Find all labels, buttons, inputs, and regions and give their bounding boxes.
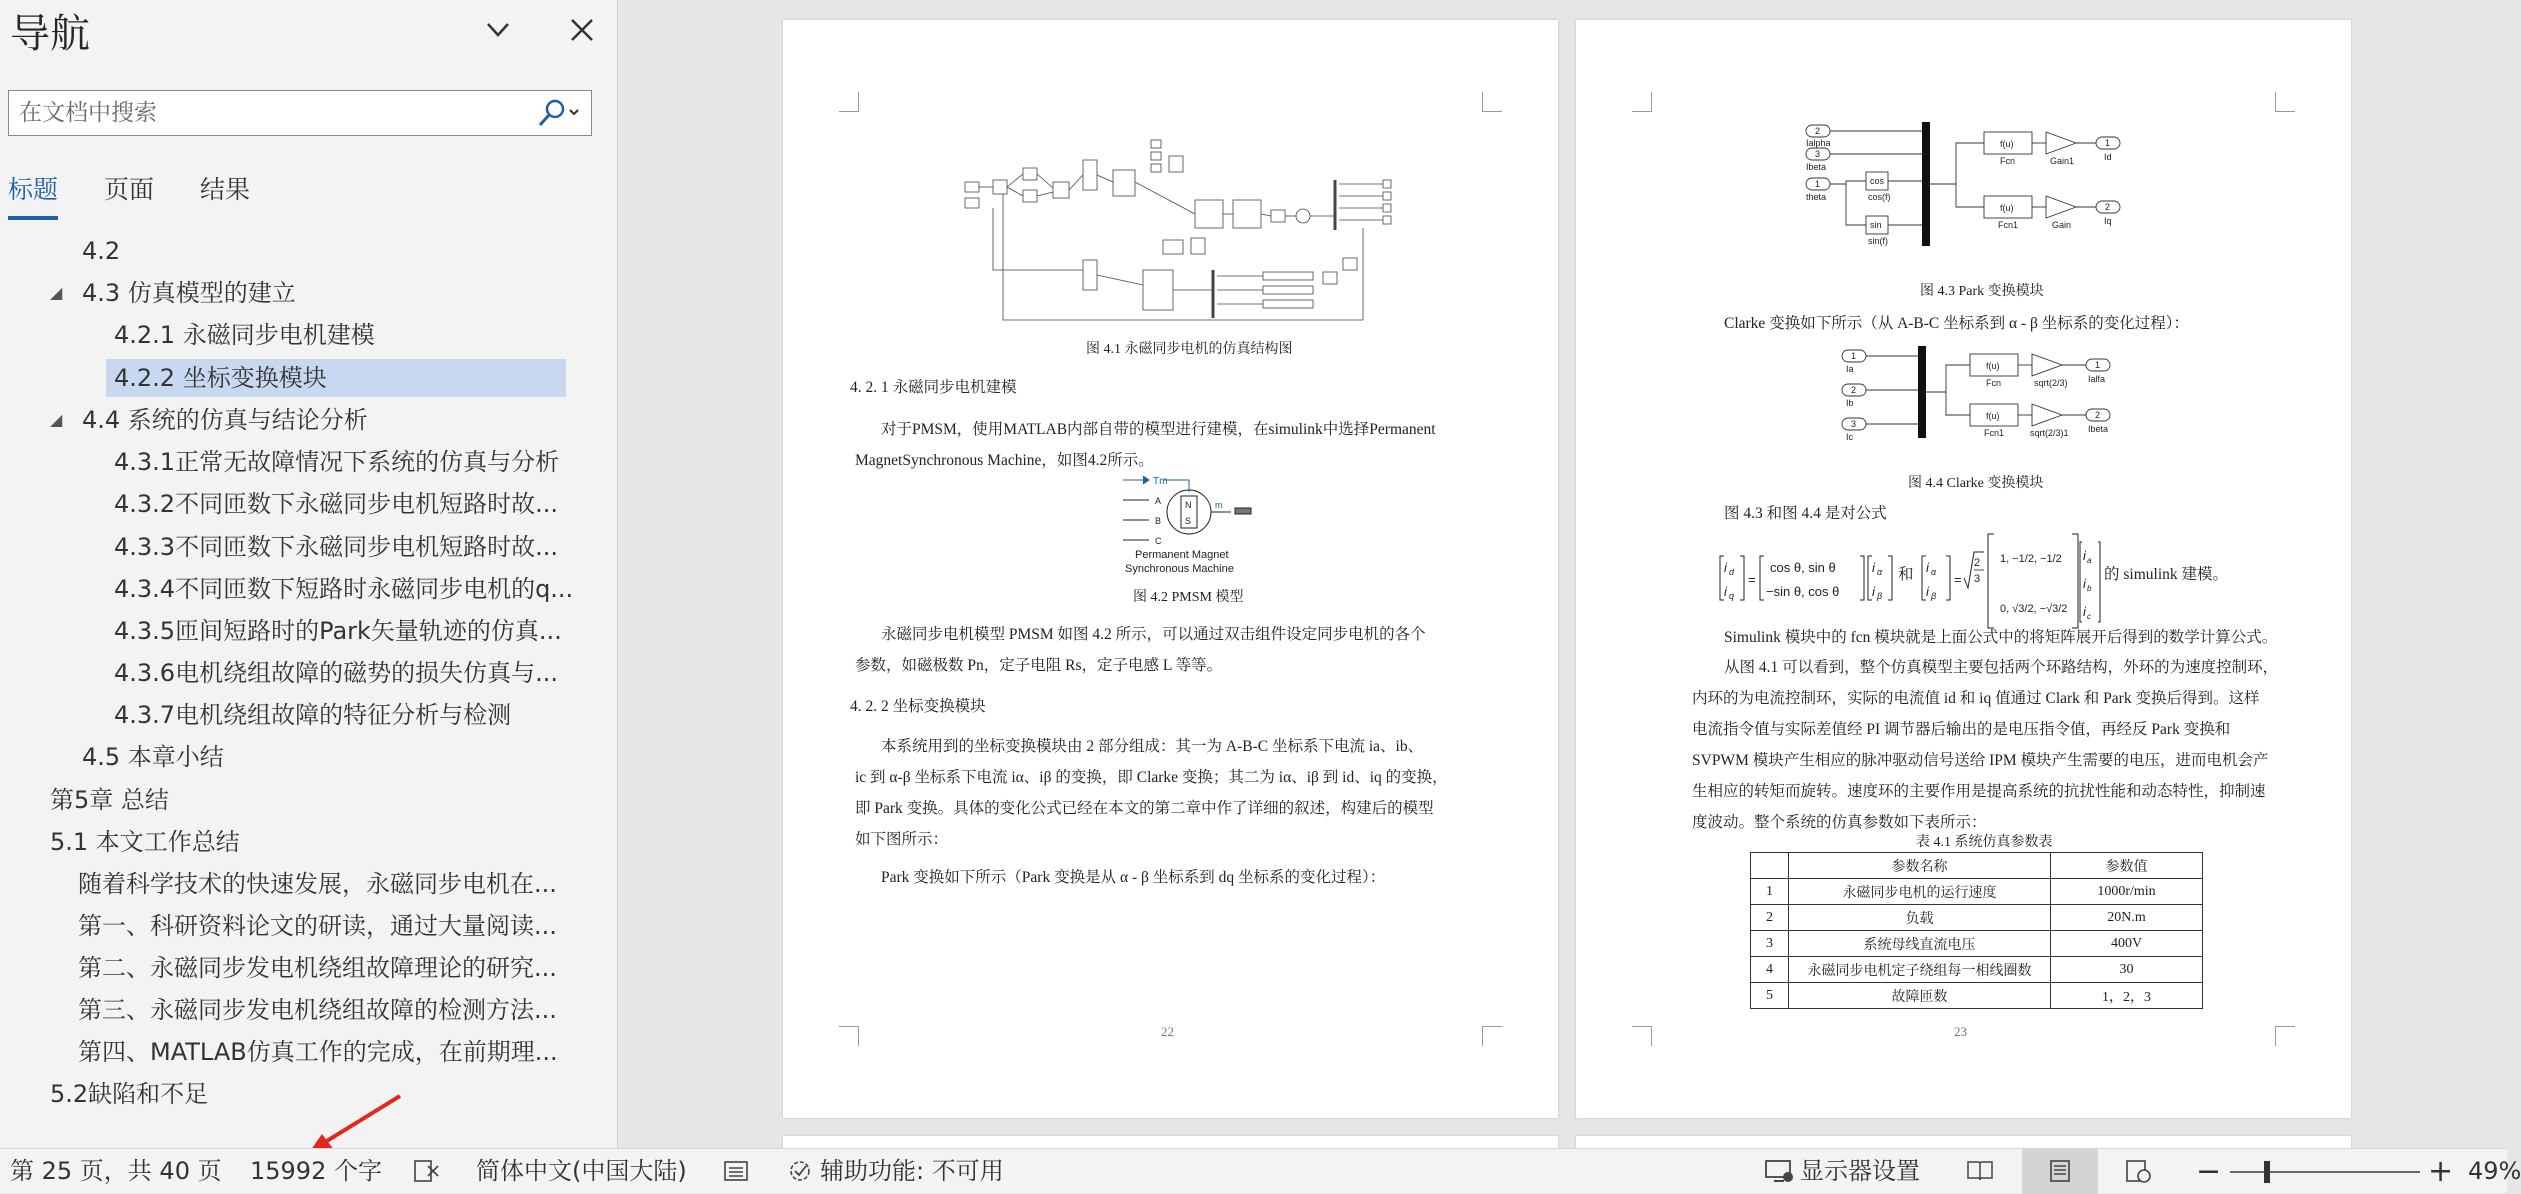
table-row (1751, 905, 2203, 931)
svg-text:f(u): f(u) (2000, 203, 2014, 213)
heading-item[interactable]: 随着科学技术的快速发展，永磁同步电机在... (78, 870, 557, 898)
heading-item[interactable]: 4.3.6电机绕组故障的磁势的损失仿真与... (114, 659, 558, 687)
figure-caption: 图 4.3 Park 变换模块 (1920, 284, 2044, 299)
heading-item[interactable]: 4.4 系统的仿真与结论分析 (82, 406, 368, 434)
svg-text:sqrt(2/3)1: sqrt(2/3)1 (2030, 428, 2069, 438)
svg-text:i: i (1926, 584, 1929, 599)
svg-text:Fcn1: Fcn1 (1984, 428, 2005, 438)
section-heading: 4. 2. 1 永磁同步电机建模 (850, 379, 1017, 396)
svg-text:B: B (1155, 516, 1162, 526)
page-info[interactable]: 第 25 页，共 40 页 (10, 1157, 222, 1185)
tab-headings[interactable]: 标题 (8, 175, 59, 204)
paragraph-line: 电流指令值与实际差值经 PI 调节器后输出的是电压指令值，再经反 Park 变换和 (1692, 721, 2231, 738)
heading-item[interactable]: 4.3 仿真模型的建立 (82, 279, 296, 307)
simulink-structure-diagram (963, 120, 1393, 320)
search-input[interactable] (19, 97, 519, 129)
table-cell: 永磁同步电机的运行速度 (1789, 879, 2051, 905)
paragraph-line: SVPWM 模块产生相应的脉冲驱动信号送给 IPM 模块产生需要的电压，进而电机会产 (1692, 752, 2269, 769)
svg-text:Fcn: Fcn (1986, 378, 2002, 388)
svg-text:cos(f): cos(f) (1868, 192, 1891, 202)
svg-text:theta: theta (1806, 192, 1827, 202)
heading-item[interactable]: 第四、MATLAB仿真工作的完成，在前期理... (78, 1038, 558, 1066)
zoom-slider-thumb[interactable] (2264, 1161, 2270, 1183)
table-cell: 30 (2051, 957, 2203, 983)
active-tab-indicator (8, 216, 58, 220)
svg-text:f(u): f(u) (1986, 361, 2000, 371)
svg-text:Ibeta: Ibeta (1806, 162, 1827, 172)
svg-text:i: i (1724, 584, 1727, 599)
heading-item[interactable]: 第5章 总结 (50, 786, 169, 814)
paragraph-line: 对于PMSM，使用MATLAB内部自带的模型进行建模，在simulink中选择Permanent (881, 421, 1436, 438)
heading-item[interactable]: 第三、永磁同步发电机绕组故障的检测方法... (78, 996, 557, 1024)
svg-text:β: β (1931, 591, 1937, 601)
svg-text:sin: sin (1870, 220, 1882, 230)
svg-text:Fcn1: Fcn1 (1998, 220, 2019, 230)
paragraph-line: 本系统用到的坐标变换模块由 2 部分组成：其一为 A-B-C 坐标系下电流 ia、ib、 (881, 738, 1424, 755)
paragraph-line: 图 4.3 和图 4.4 是对公式 (1724, 505, 1887, 522)
svg-text:3: 3 (1974, 573, 1981, 585)
table-cell: 负载 (1789, 905, 2051, 931)
svg-text:m: m (1215, 500, 1223, 510)
svg-text:c: c (2087, 612, 2091, 621)
svg-text:2: 2 (2105, 202, 2111, 212)
park-transform-diagram (1806, 120, 2146, 270)
svg-text:3: 3 (1851, 419, 1857, 429)
svg-text:Ia: Ia (1846, 364, 1854, 374)
heading-item[interactable]: 5.1 本文工作总结 (50, 828, 240, 856)
clarke-transform-diagram (1842, 346, 2142, 461)
svg-text:i: i (2083, 604, 2086, 619)
table-cell: 2 (1751, 905, 1789, 931)
svg-text:sin(f): sin(f) (1868, 236, 1888, 246)
table-row (1751, 879, 2203, 905)
svg-text:=: = (1954, 572, 1962, 587)
collapse-triangle-icon[interactable]: ◢ (50, 283, 63, 302)
table-cell: 永磁同步电机定子绕组每一相线圈数 (1789, 957, 2051, 983)
paragraph-line: 参数，如磁极数 Pn，定子电阻 Rs，定子电感 L 等等。 (855, 657, 1223, 674)
svg-text:f(u): f(u) (1986, 411, 2000, 421)
paragraph-line: ic 到 α-β 坐标系下电流 iα、iβ 的变换，即 Clarke 变换；其二为 iα、iβ 到 id、iq 的变换， (855, 769, 1448, 786)
paragraph-line: 如下图所示： (855, 831, 949, 848)
svg-text:1: 1 (1815, 179, 1821, 189)
navigation-pane (0, 0, 618, 1148)
svg-text:i: i (1926, 560, 1929, 575)
close-icon[interactable] (562, 10, 602, 50)
heading-item[interactable]: 4.3.1正常无故障情况下系统的仿真与分析 (114, 448, 560, 476)
table-cell: 故障匝数 (1789, 983, 2051, 1009)
svg-text:2: 2 (1851, 385, 1857, 395)
svg-text:cos θ, sin θ: cos θ, sin θ (1770, 560, 1836, 575)
svg-text:f(u): f(u) (2000, 139, 2014, 149)
heading-item[interactable]: 4.3.4不同匝数下短路时永磁同步电机的q... (114, 575, 574, 603)
parameter-table (1750, 852, 2203, 1009)
paragraph-line: MagnetSynchronous Machine，如图4.2所示。 (855, 452, 1154, 469)
table-cell: 1，2，3 (2051, 983, 2203, 1009)
svg-text:α: α (1877, 567, 1883, 577)
navigation-title: 导航 (10, 11, 90, 57)
table-caption: 表 4.1 系统仿真参数表 (1916, 835, 2053, 850)
formula-tail: 的 simulink 建模。 (2104, 566, 2229, 583)
paragraph-line: Simulink 模块中的 fcn 模块就是上面公式中的将矩阵展开后得到的数学计算公式。 (1724, 629, 2278, 646)
table-header-cell (1751, 853, 1789, 879)
chevron-down-icon[interactable] (478, 10, 518, 50)
svg-text:i: i (1872, 560, 1875, 575)
keyboard-icon[interactable] (722, 1158, 750, 1184)
heading-item-selected[interactable]: 4.2.2 坐标变换模块 (106, 359, 566, 397)
svg-text:Ialpha: Ialpha (1806, 138, 1831, 148)
language-status[interactable]: 简体中文(中国大陆) (476, 1157, 687, 1185)
word-count[interactable]: 15992 个字 (250, 1157, 382, 1185)
table-cell: 400V (2051, 931, 2203, 957)
table-row (1751, 957, 2203, 983)
table-cell: 1 (1751, 879, 1789, 905)
heading-item[interactable]: 4.2 (82, 237, 121, 265)
zoom-slider-track[interactable] (2230, 1171, 2420, 1173)
svg-text:2: 2 (1974, 557, 1981, 569)
svg-text:Iq: Iq (2104, 216, 2112, 226)
status-bar (0, 1148, 2521, 1193)
zoom-in-button[interactable]: + (2428, 1154, 2454, 1189)
svg-text:=: = (1748, 572, 1756, 587)
svg-text:1: 1 (2105, 138, 2111, 148)
figure-caption: 图 4.4 Clarke 变换模块 (1908, 476, 2044, 491)
tab-results[interactable]: 结果 (200, 175, 251, 204)
svg-text:Gain: Gain (2052, 220, 2072, 230)
svg-text:i: i (1872, 584, 1875, 599)
zoom-level[interactable]: 49% (2468, 1157, 2521, 1185)
svg-text:Ib: Ib (1846, 398, 1854, 408)
paragraph-line: 度波动。整个系统的仿真参数如下表所示： (1692, 814, 1987, 831)
svg-text:Ic: Ic (1846, 432, 1854, 442)
page-number: 22 (1161, 1024, 1174, 1039)
zoom-out-button[interactable]: − (2196, 1154, 2222, 1189)
svg-text:β: β (1877, 591, 1883, 601)
table-cell: 20N.m (2051, 905, 2203, 931)
heading-item[interactable]: 4.3.5匝间短路时的Park矢量轨迹的仿真... (114, 617, 562, 645)
table-header-cell: 参数值 (2051, 853, 2203, 879)
section-heading: 4. 2. 2 坐标变换模块 (850, 698, 986, 715)
svg-text:a: a (2087, 556, 2092, 565)
paragraph-line: 生相应的转矩而旋转。速度环的主要作用是提高系统的抗扰性能和动态特性，抑制速 (1692, 783, 2266, 800)
svg-text:Ialfa: Ialfa (2088, 374, 2106, 384)
tab-pages[interactable]: 页面 (104, 175, 155, 204)
print-layout-button[interactable] (2022, 1149, 2098, 1194)
proofing-icon[interactable] (412, 1158, 440, 1184)
heading-item[interactable]: 4.5 本章小结 (82, 743, 224, 771)
svg-text:i: i (1724, 560, 1727, 575)
svg-text:cos: cos (1870, 176, 1885, 186)
svg-text:C: C (1155, 536, 1162, 546)
search-icon[interactable] (529, 97, 585, 129)
paragraph-line: 永磁同步电机模型 PMSM 如图 4.2 所示，可以通过双击组件设定同步电机的各个 (881, 626, 1426, 643)
heading-item[interactable]: 4.3.3不同匝数下永磁同步电机短路时故... (114, 533, 558, 561)
accessibility-icon[interactable] (786, 1158, 814, 1184)
heading-item[interactable]: 4.3.2不同匝数下永磁同步电机短路时故... (114, 490, 558, 518)
search-box (8, 90, 592, 136)
table-cell: 系统母线直流电压 (1789, 931, 2051, 957)
pmsm-block-diagram (1123, 472, 1263, 547)
svg-text:i: i (2083, 548, 2086, 563)
table-cell: 5 (1751, 983, 1789, 1009)
svg-text:N: N (1185, 500, 1192, 510)
collapse-triangle-icon[interactable]: ◢ (50, 410, 63, 429)
svg-text:2: 2 (2095, 410, 2101, 420)
document-canvas[interactable] (619, 0, 2507, 1148)
pmsm-block-label: Permanent Magnet (1135, 549, 1229, 561)
display-settings-button[interactable]: 显示器设置 (1800, 1157, 1920, 1185)
formula-and: 和 (1898, 566, 1914, 583)
svg-text:Tm: Tm (1153, 476, 1168, 487)
table-cell: 1000r/min (2051, 879, 2203, 905)
document-page-22[interactable] (783, 20, 1558, 1118)
svg-text:1, −1/2, −1/2: 1, −1/2, −1/2 (2000, 553, 2062, 565)
pmsm-block-label: Synchronous Machine (1125, 563, 1234, 575)
svg-text:i: i (2083, 576, 2086, 591)
heading-item[interactable]: 第二、永磁同步发电机绕组故障理论的研究... (78, 954, 557, 982)
table-cell: 4 (1751, 957, 1789, 983)
figure-caption: 图 4.1 永磁同步电机的仿真结构图 (1086, 342, 1293, 357)
svg-text:sqrt(2/3): sqrt(2/3) (2034, 378, 2068, 388)
paragraph-line: Park 变换如下所示（Park 变换是从 α - β 坐标系到 dq 坐标系的变化过程）： (881, 869, 1386, 886)
paragraph-line: 从图 4.1 可以看到，整个仿真模型主要包括两个环路结构，外环的为速度控制环， (1724, 659, 2279, 676)
figure-caption: 图 4.2 PMSM 模型 (1133, 590, 1244, 605)
svg-text:0, √3/2, −√3/2: 0, √3/2, −√3/2 (2000, 603, 2068, 615)
table-row (1751, 931, 2203, 957)
paragraph-line: Clarke 变换如下所示（从 A-B-C 坐标系到 α - β 坐标系的变化过程）： (1724, 315, 2190, 332)
table-row (1751, 983, 2203, 1009)
svg-text:1: 1 (1851, 351, 1857, 361)
paragraph-line: 内环的为电流控制环，实际的电流值 id 和 iq 值通过 Clark 和 Park 变换后得到。这样 (1692, 690, 2260, 707)
accessibility-status[interactable]: 辅助功能: 不可用 (820, 1157, 1004, 1185)
svg-text:2: 2 (1815, 126, 1821, 136)
heading-item[interactable]: 4.3.7电机绕组故障的特征分析与检测 (114, 701, 512, 729)
document-page-23[interactable] (1576, 20, 2351, 1118)
svg-text:q: q (1729, 591, 1735, 601)
svg-text:b: b (2087, 584, 2092, 593)
table-cell: 3 (1751, 931, 1789, 957)
svg-text:1: 1 (2095, 360, 2101, 370)
heading-item[interactable]: 第一、科研资料论文的研读，通过大量阅读... (78, 912, 557, 940)
svg-text:Gain1: Gain1 (2050, 156, 2075, 166)
svg-text:Id: Id (2104, 152, 2112, 162)
svg-text:d: d (1729, 567, 1735, 577)
svg-text:−sin θ, cos θ: −sin θ, cos θ (1766, 584, 1840, 599)
table-header-row (1751, 853, 2203, 879)
svg-text:Fcn: Fcn (2000, 156, 2016, 166)
svg-text:α: α (1931, 567, 1937, 577)
svg-text:A: A (1155, 496, 1162, 506)
paragraph-line: 即 Park 变换。具体的变化公式已经在本文的第二章中作了详细的叙述，构建后的模型 (855, 800, 1434, 817)
svg-text:3: 3 (1815, 149, 1821, 159)
display-settings-icon[interactable] (1764, 1158, 1792, 1184)
heading-item[interactable]: 4.2.1 永磁同步电机建模 (114, 321, 375, 349)
web-layout-icon[interactable] (2124, 1158, 2152, 1184)
heading-item[interactable]: 5.2缺陷和不足 (50, 1080, 209, 1108)
table-header-cell: 参数名称 (1789, 853, 2051, 879)
print-layout-icon (2046, 1158, 2074, 1184)
read-mode-icon[interactable] (1966, 1158, 1994, 1184)
page-number: 23 (1954, 1024, 1967, 1039)
svg-text:Ibeta: Ibeta (2088, 424, 2109, 434)
svg-text:S: S (1185, 516, 1192, 526)
